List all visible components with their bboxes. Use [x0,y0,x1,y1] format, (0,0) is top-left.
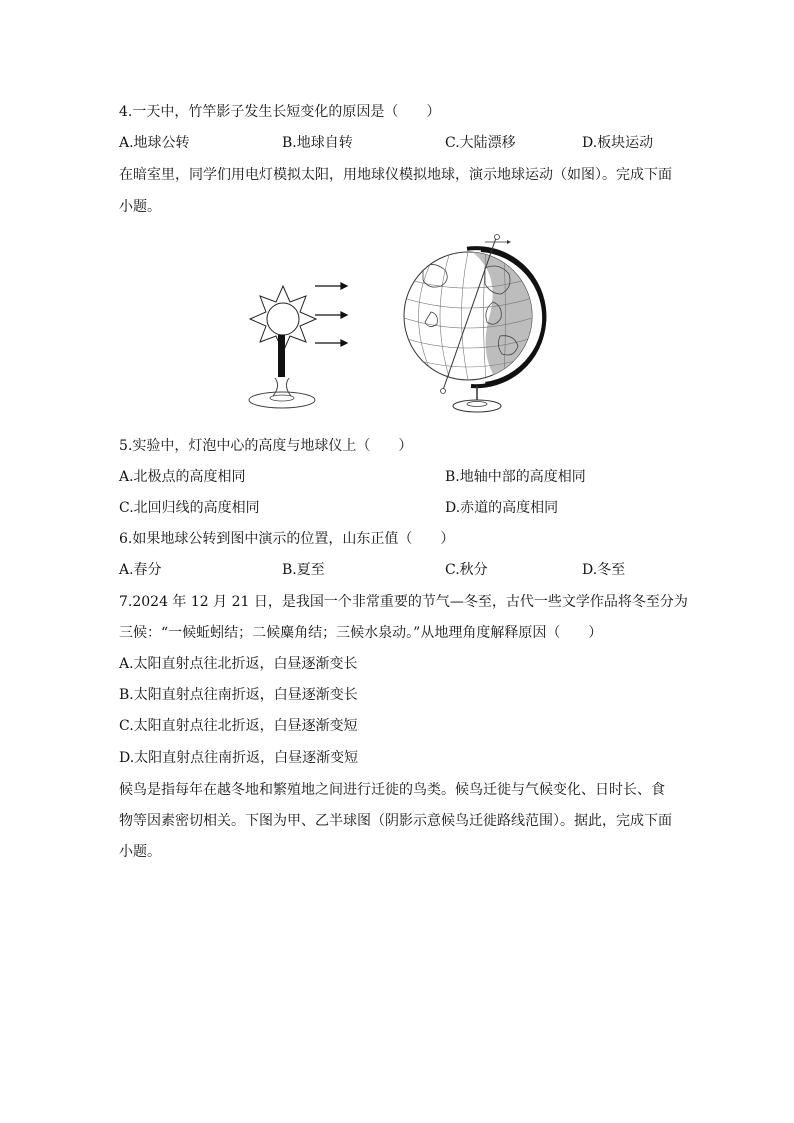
q4-stem: 4.一天中，竹竿影子发生长短变化的原因是（ ） [119,104,441,120]
q6-option-d[interactable]: D.冬至 [582,562,626,578]
q6-option-b[interactable]: B.夏至 [282,562,325,578]
q5-option-c[interactable]: C.北回归线的高度相同 [119,500,260,516]
q7-option-d[interactable]: D.太阳直射点往南折返，白昼逐渐变短 [119,750,359,766]
intro-paragraph-line: 小题。 [119,199,161,215]
intro-paragraph-line: 候鸟是指每年在越冬地和繁殖地之间进行迁徙的鸟类。候鸟迁徙与气候变化、日时长、食 [119,782,665,798]
q5-option-a[interactable]: A.北极点的高度相同 [119,469,246,485]
q5-stem: 5.实验中，灯泡中心的高度与地球仪上（ ） [119,438,413,454]
q4-option-c[interactable]: C.大陆漂移 [445,135,516,151]
globe-icon [404,235,555,413]
light-rays-arrows [315,283,347,346]
q7-stem-line: 7.2024 年 12 月 21 日，是我国一个非常重要的节气—冬至，古代一些文学作品将冬至分为 [119,594,688,610]
q7-option-b[interactable]: B.太阳直射点往南折返，白昼逐渐变长 [119,687,358,703]
intro-paragraph-line: 小题。 [119,844,161,860]
q6-stem: 6.如果地球公转到图中演示的位置，山东正值（ ） [119,531,455,547]
q5-option-d[interactable]: D.赤道的高度相同 [445,500,559,516]
lamp-sun-icon [249,286,316,408]
intro-paragraph-line: 在暗室里，同学们用电灯模拟太阳，用地球仪模拟地球，演示地球运动（如图）。完成下面 [119,167,672,183]
q7-option-a[interactable]: A.太阳直射点往北折返，白昼逐渐变长 [119,656,358,672]
q4-option-b[interactable]: B.地球自转 [282,135,353,151]
q4-option-a[interactable]: A.地球公转 [119,135,190,151]
q7-stem-line: 三候：“一候蚯蚓结；二候麋角结；三候水泉动。”从地理角度解释原因（ ） [119,625,603,641]
q6-option-c[interactable]: C.秋分 [445,562,488,578]
lamp-globe-figure [245,228,555,418]
q7-option-c[interactable]: C.太阳直射点往北折返，白昼逐渐变短 [119,718,358,734]
q6-option-a[interactable]: A.春分 [119,562,162,578]
q4-option-d[interactable]: D.板块运动 [582,135,654,151]
intro-paragraph-line: 物等因素密切相关。下图为甲、乙半球图（阴影示意候鸟迁徙路线范围）。据此，完成下面 [119,813,672,829]
q5-option-b[interactable]: B.地轴中部的高度相同 [445,469,586,485]
